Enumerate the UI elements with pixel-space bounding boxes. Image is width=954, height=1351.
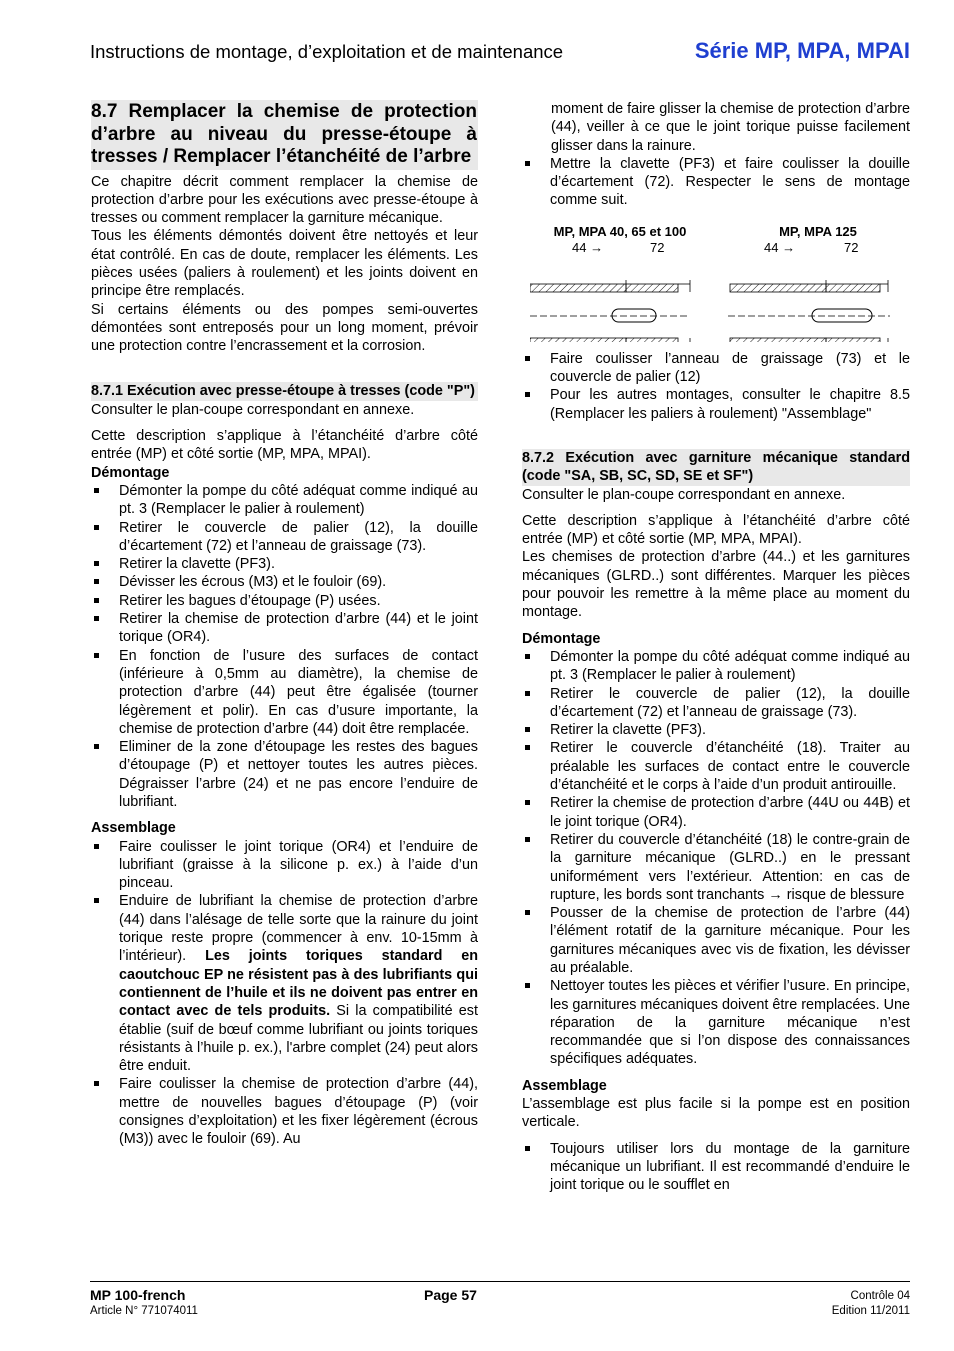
list-item: Nettoyer toutes les pièces et vérifier l’usure. En principe, les garnitures mécaniques doivent être remplacées. Une réparation de la garniture mécanique n’est recommandée que si l’on dispose des connaissances spécifiques adéquates.	[522, 977, 910, 1068]
diagram-left-label-44: 44 →	[572, 239, 604, 255]
footer-control: Contrôle 04	[850, 1290, 910, 1302]
sub2-demontage-title: Démontage	[522, 630, 601, 647]
list-item: Retirer le couvercle d’étanchéité (18). Traiter au préalable les surfaces de contact entre le couvercle d’étanchéité et le corps à l’aide d’un produit antirouille.	[522, 739, 910, 794]
list-item: Retirer le couvercle de palier (12), la douille d’écartement (72) et l’anneau de graissage (73).	[522, 685, 910, 722]
left-column	[91, 100, 478, 1149]
list-item: Retirer la clavette (PF3).	[522, 721, 910, 739]
right-bullets-2	[522, 350, 910, 423]
list-item: Retirer la chemise de protection d’arbre (44) et le joint torique (OR4).	[91, 610, 478, 647]
diagram-left	[530, 224, 710, 342]
intro-paragraph-1: Ce chapitre décrit comment remplacer la chemise de protection d’arbre pour les exécutions avec presse-étoupe à tresses ou comment remplacer la garniture mécanique.	[91, 173, 478, 227]
mounting-diagram	[522, 224, 910, 344]
list-item: Retirer la clavette (PF3).	[91, 555, 478, 573]
intro-paragraph-2: Tous les éléments démontés doivent être nettoyés et leur état contrôlé. En cas de doute, remplacer les éléments. Les pièces usées (paliers à roulement) et les joints doivent en principe être remplacés.	[91, 228, 478, 300]
subsection-2-heading: 8.7.2 Exécution avec garniture mécanique standard (code "SA, SB, SC, SD, SE et SF")	[522, 449, 910, 485]
list-item: Pour les autres montages, consulter le chapitre 8.5 (Remplacer les paliers à roulement) "Assemblage"	[522, 386, 910, 423]
diagram-right-label-72: 72	[844, 239, 859, 255]
list-item: Faire coulisser le joint torique (OR4) et l’enduire de lubrifiant (graisse à la silicone p. ex.) à l’aide d’un pinceau.	[91, 838, 478, 893]
footer-page-number: Page 57	[424, 1287, 477, 1303]
list-item: Retirer le couvercle de palier (12), la douille d’écartement (72) et l’anneau de graissage (73).	[91, 519, 478, 556]
list-item: Eliminer de la zone d’étoupage les restes des bagues d’étoupage (P) et nettoyer toutes les autres pièces. Dégraisser l’arbre (24) et ne pas encore l’enduire de lubrifiant.	[91, 738, 478, 811]
list-item: Faire coulisser la chemise de protection d’arbre (44), mettre de nouvelles bagues d’étoupage (P) (voir consignes d’exploitation) et les fixer légèrement (écrous (M3)) avec le fouloir (69). Au	[91, 1075, 478, 1148]
header-series: Série MP, MPA, MPAI	[694, 38, 910, 63]
section-heading: 8.7 Remplacer la chemise de protection d’arbre au niveau du presse-étoupe à tresses / Remplacer l’étanchéité de l’arbre	[91, 100, 478, 170]
sub2-assemblage-title: Assemblage	[522, 1077, 607, 1094]
subsection-1-heading: 8.7.1 Exécution avec presse-étoupe à tresses (code "P")	[91, 382, 478, 400]
diagram-right-title: MP, MPA 125	[779, 223, 857, 239]
sub2-assemblage-list	[522, 1140, 910, 1195]
page-header	[90, 40, 910, 66]
assemblage-text-a: Enduire de lubrifiant la chemise de protection d’arbre (44) dans l’alésage de telle sorte que la rainure du joint torique reste propre (commencer à env. 10-15mm à l’intérieur).	[119, 893, 478, 965]
diagram-left-drawing	[530, 258, 710, 342]
sub2-paragraph-1: Consulter le plan-coupe correspondant en annexe.	[522, 486, 846, 503]
list-item: Dévisser les écrous (M3) et le fouloir (69).	[91, 573, 478, 591]
right-bullets-1	[522, 155, 910, 210]
sub2-assemblage-paragraph: L’assemblage est plus facile si la pompe est en position verticale.	[522, 1096, 910, 1131]
continued-paragraph: moment de faire glisser la chemise de protection d’arbre (44), veiller à ce que le joint torique puisse facilement glisser dans la rainure.	[551, 101, 910, 154]
assemblage-text-c: Si la compatibilité est établie (suif de bœuf comme lubrifiant ou joints toriques résistants à l’huile p. ex.), l'arbre complet (24) peut alors être enduit.	[119, 1003, 478, 1075]
list-item: Démonter la pompe du côté adéquat comme indiqué au pt. 3 (Remplacer le palier à roulement)	[91, 482, 478, 519]
sub2-demontage-list	[522, 648, 910, 1069]
list-item: Pousser de la chemise de protection de l’arbre (44) l’élément rotatif de la garniture mécanique. Pour les garnitures mécaniques avec vis de fixation, les dévisser au préalable.	[522, 904, 910, 977]
sub2-paragraph-3: Les chemises de protection d’arbre (44..) et les garnitures mécaniques (GLRD..) sont différentes. Marquer les pièces pour pouvoir les remettre à la même place au moment du montage.	[522, 549, 910, 621]
list-item: Toujours utiliser lors du montage de la garniture mécanique un lubrifiant. Il est recommandé d’enduire le joint torique ou le soufflet en	[522, 1140, 910, 1195]
sub1-assemblage-list	[91, 838, 478, 1149]
list-item: Retirer la chemise de protection d’arbre (44U ou 44B) et le joint torique (OR4).	[522, 794, 910, 831]
footer-article: Article N° 771074011	[90, 1305, 198, 1317]
sub1-demontage-title: Démontage	[91, 464, 170, 481]
footer-edition: Edition 11/2011	[831, 1305, 910, 1317]
right-column	[522, 100, 910, 1195]
sub2-paragraph-2: Cette description s’applique à l’étanchéité d’arbre côté entrée (MP) et côté sortie (MP, MPA, MPAI).	[522, 512, 910, 548]
footer-document: MP 100-french	[90, 1287, 186, 1303]
list-item	[91, 892, 478, 1075]
page-footer	[90, 1281, 910, 1321]
list-item: En fonction de l’usure des surfaces de contact (inférieure à 0,5mm au diamètre), la chemise de protection d’arbre (44) peut être égalisée (tourner légèrement et polir). En cas d’usure importante, la chemise de protection d’arbre (44) doit être remplacée.	[91, 647, 478, 738]
diagram-right-drawing	[728, 258, 908, 342]
assemblage-warning: Les joints toriques standard en caoutchouc EP ne résistent pas à des lubrifiants qui contiennent de l’huile et ils ne doivent pas entrer en contact avec de tels produits.	[119, 948, 479, 1020]
sub1-paragraph-2: Cette description s’applique à l’étanchéité d’arbre côté entrée (MP) et côté sortie (MP, MPA, MPAI).	[91, 428, 478, 463]
diagram-right-label-44: 44 →	[764, 239, 796, 255]
diagram-right	[728, 224, 908, 342]
intro-paragraph-3: Si certains éléments ou des pompes semi-ouvertes démontées sont entreposés pour un long moment, prévoir une protection contre l’encrassement et la corrosion.	[91, 301, 478, 355]
list-item: Retirer du couvercle d’étanchéité (18) le contre-grain de la garniture mécanique (GLRD..) en le pressant uniformément vers l’extérieur. Attention: en cas de rupture, les bords sont tranchants → risque de blessure	[522, 831, 910, 904]
diagram-left-label-72: 72	[650, 239, 665, 255]
list-item: Retirer les bagues d’étoupage (P) usées.	[91, 592, 478, 610]
list-item: Mettre la clavette (PF3) et faire coulisser la douille d’écartement (72). Respecter le sens de montage comme suit.	[522, 155, 910, 210]
sub1-demontage-list	[91, 482, 478, 811]
list-item: Démonter la pompe du côté adéquat comme indiqué au pt. 3 (Remplacer le palier à roulement)	[522, 648, 910, 685]
sub1-paragraph-1: Consulter le plan-coupe correspondant en annexe.	[91, 401, 415, 418]
list-item: Faire coulisser l’anneau de graissage (73) et le couvercle de palier (12)	[522, 350, 910, 387]
header-title: Instructions de montage, d’exploitation et de maintenance	[90, 41, 564, 62]
diagram-left-title: MP, MPA 40, 65 et 100	[553, 223, 687, 239]
sub1-assemblage-title: Assemblage	[91, 820, 176, 837]
